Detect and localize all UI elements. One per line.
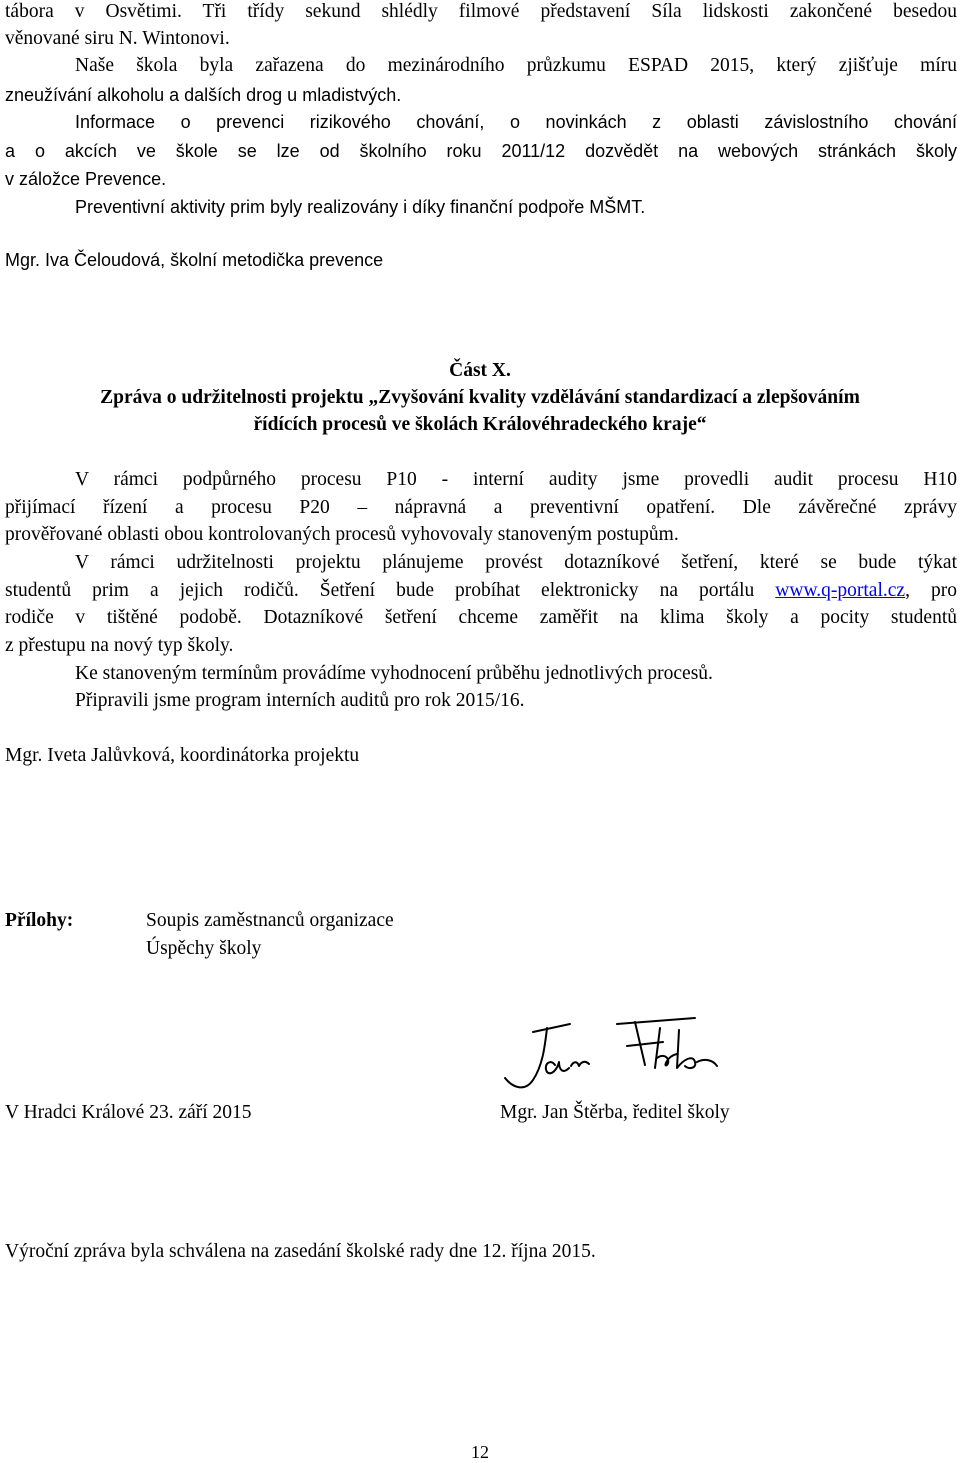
p1-line-2: přijímací řízení a procesu P20 – nápravná a preventivní opatření. Dle závěrečné zprávy bbox=[5, 497, 957, 518]
espad-line-2: zneužívání alkoholu a dalších drog u mladistvých. bbox=[5, 85, 402, 105]
section-title-line-2: řídících procesů ve školách Královéhradeckého kraje“ bbox=[253, 414, 707, 435]
section-heading: Část X. bbox=[449, 360, 511, 381]
p1-line-3: prověřované oblasti obou kontrolovaných procesů vyhovovaly stanoveným postupům. bbox=[5, 524, 679, 545]
p2-line-4: z přestupu na nový typ školy. bbox=[5, 635, 234, 656]
p3-line: Ke stanoveným termínům provádíme vyhodnocení průběhu jednotlivých procesů. bbox=[75, 663, 713, 684]
director-name: Mgr. Jan Štěrba, ředitel školy bbox=[500, 1102, 730, 1123]
p2-line-2 bbox=[5, 577, 957, 605]
attachments-label: Přílohy: bbox=[5, 910, 74, 931]
info-line-2: a o akcích ve škole se lze od školního roku 2011/12 dozvědět na webových stránkách školy bbox=[5, 141, 957, 161]
p2-line-2-text-b: , pro bbox=[905, 580, 957, 601]
section-title-line-1: Zpráva o udržitelnosti projektu „Zvyšování kvality vzdělávání standardizací a zlepšováním bbox=[100, 387, 860, 408]
intro-line-2: věnované siru N. Wintonovi. bbox=[5, 28, 230, 49]
info-line-1: Informace o prevenci rizikového chování, o novinkách z oblasti závislostního chování bbox=[75, 112, 957, 132]
project-signature: Mgr. Iveta Jalůvková, koordinátorka projektu bbox=[5, 745, 360, 766]
p2-line-3: rodiče v tištěné podobě. Dotazníkové šetření chceme zaměřit na klima školy a pocity studentů bbox=[5, 607, 957, 628]
intro-line-1: tábora v Osvětimi. Tři třídy sekund shlédly filmové představení Síla lidskosti zakončené besedou bbox=[5, 1, 957, 22]
approval-line: Výroční zpráva byla schválena na zasedání školské rady dne 12. října 2015. bbox=[5, 1241, 596, 1262]
info-line-3: v záložce Prevence. bbox=[5, 169, 167, 189]
p2-line-2-text-a: studentů prim a jejich rodičů. Šetření bude probíhat elektronicky na portálu bbox=[5, 580, 776, 601]
place-date: V Hradci Králové 23. září 2015 bbox=[5, 1102, 252, 1123]
funding-line: Preventivní aktivity prim byly realizovány i díky finanční podpoře MŠMT. bbox=[75, 197, 646, 217]
page-number: 12 bbox=[471, 1442, 489, 1462]
q-portal-link[interactable]: www.q-portal.cz bbox=[775, 580, 906, 601]
p2-line-1: V rámci udržitelnosti projektu plánujeme provést dotazníkové šetření, které se bude týkat bbox=[75, 552, 957, 573]
attachment-item-2: Úspěchy školy bbox=[146, 938, 262, 959]
prevention-signature: Mgr. Iva Čeloudová, školní metodička prevence bbox=[5, 250, 384, 270]
director-signature-image bbox=[495, 1010, 745, 1100]
attachment-item-1: Soupis zaměstnanců organizace bbox=[146, 910, 394, 931]
p4-line: Připravili jsme program interních auditů pro rok 2015/16. bbox=[75, 690, 525, 711]
p1-line-1: V rámci podpůrného procesu P10 - interní audity jsme provedli audit procesu H10 bbox=[75, 469, 957, 490]
espad-line-1: Naše škola byla zařazena do mezinárodního průzkumu ESPAD 2015, který zjišťuje míru bbox=[75, 55, 957, 76]
